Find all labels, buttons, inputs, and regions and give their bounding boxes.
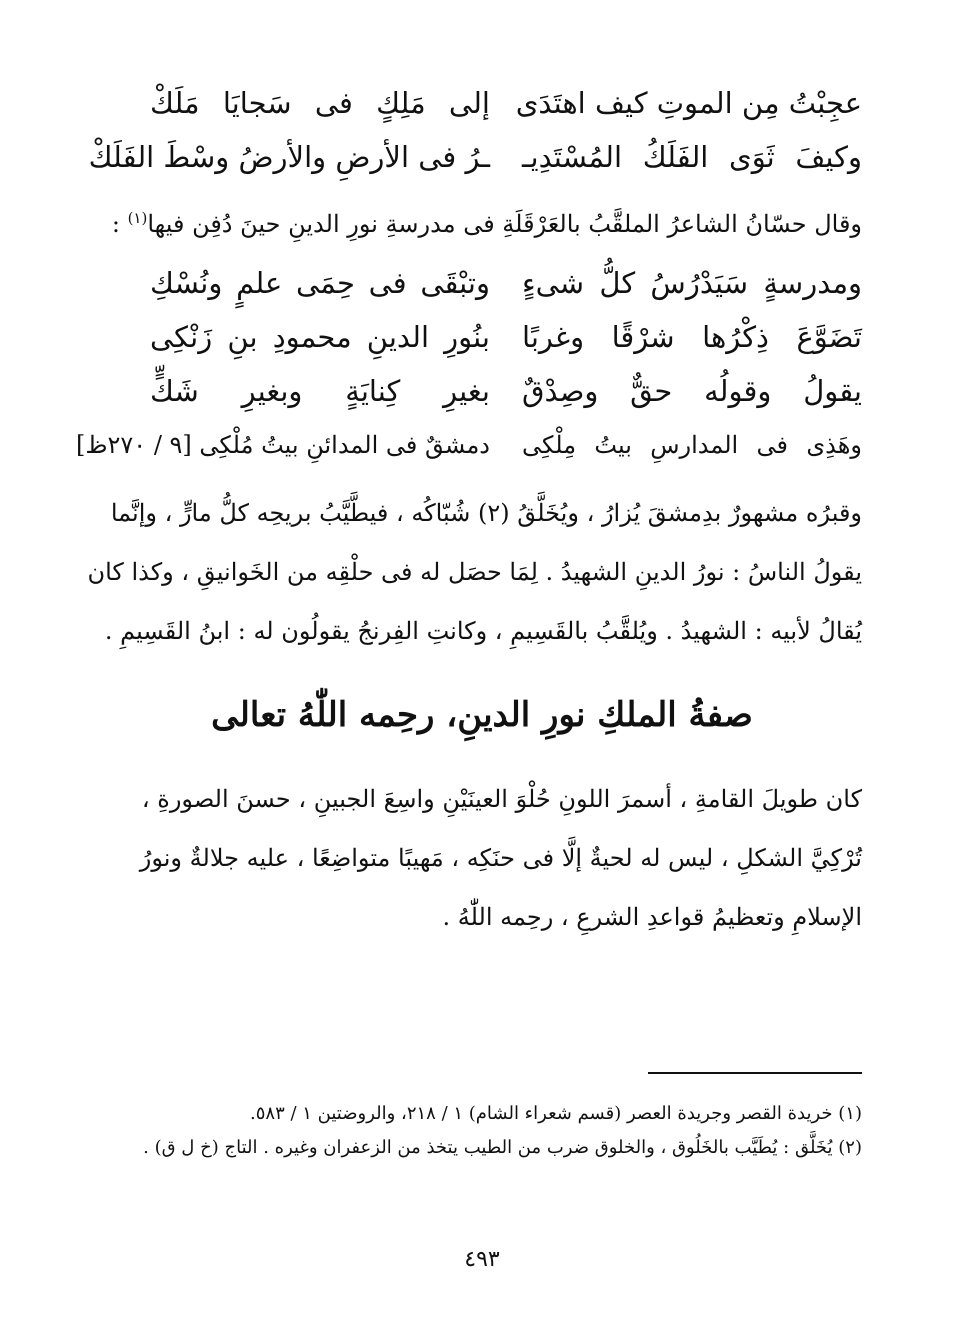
verse-first-hemistich: تَضَوَّعَ ذِكْرُها شرْقًا وغربًا bbox=[522, 320, 862, 354]
page-number: ٤٩٣ bbox=[464, 1247, 500, 1272]
verse-first-hemistich: وهَذِى فى المدارسِ بيتُ مِلْكِى bbox=[522, 431, 862, 459]
footnote-marker: (١) bbox=[127, 209, 148, 227]
verse-line bbox=[75, 420, 862, 470]
footnote: (٢) يُخَلَّق : يُطَيَّب بالخَلُوق ، والخلوق ضرب من الطيب يتخذ من الزعفران وغيره . التاج (خ ل ق) . bbox=[143, 1137, 862, 1158]
paragraph-line: كان طويلَ القامةِ ، أسمرَ اللونِ حُلْوَ العينَيْنِ واسِعَ الجبينِ ، حسنَ الصورةِ ، bbox=[141, 785, 862, 813]
intro-text: وقال حسّانُ الشاعرُ الملقَّبُ بالعَرْقَلَةِ فى مدرسةِ نورِ الدينِ حينَ دُفِن فيها bbox=[147, 210, 862, 238]
section-heading: صفةُ الملكِ نورِ الدينِ، رحِمه اللّٰهُ تعالى bbox=[211, 695, 753, 735]
paragraph bbox=[139, 770, 862, 947]
footnote-divider bbox=[648, 1072, 862, 1074]
intro-line bbox=[111, 193, 862, 249]
footnote: (١) خريدة القصر وجريدة العصر (قسم شعراء الشام) ١ / ٢١٨، والروضتين ١ / ٥٨٣. bbox=[250, 1103, 862, 1124]
verse-first-hemistich: يقولُ وقولُه حقٌّ وصِدْقٌ bbox=[522, 374, 862, 408]
verse-first-hemistich: عجِبْتُ مِن الموتِ كيف اهتَدَى bbox=[515, 86, 862, 120]
verse-second-hemistich: دمشقٌ فى المدائنِ بيتُ مُلْكِى [٩ / ٢٧٠ظ] bbox=[75, 431, 490, 459]
verse-first-hemistich: ومدرسةٍ سَيَدْرُسُ كلُّ شىءٍ bbox=[522, 266, 862, 300]
verse-second-hemistich: ـرُ فى الأرضِ والأرضُ وسْطَ الفَلَكْ bbox=[88, 140, 490, 174]
verse-line bbox=[150, 78, 862, 128]
verse-first-hemistich: وكيفَ ثَوَى الفَلَكُ المُسْتَدِيـ bbox=[522, 140, 862, 174]
verse-line bbox=[150, 258, 862, 308]
paragraph-line: وقبرُه مشهورٌ بدِمشقَ يُزارُ ، ويُخَلَّقُ (٢) شُبّاكُه ، فيطَّيَّبُ بريحِه كلُّ مارٍّ ، وإنَّما bbox=[110, 499, 862, 527]
verse-second-hemistich: بنُورِ الدينِ محمودِ بنِ زَنْكِى bbox=[150, 320, 490, 354]
verse-line bbox=[88, 132, 862, 182]
paragraph bbox=[87, 484, 862, 661]
paragraph-line: الإسلامِ وتعظيمُ قواعدِ الشرعِ ، رحِمه اللّٰهُ . bbox=[442, 903, 862, 931]
paragraph-line: تُرْكِيَّ الشكلِ ، ليس له لحيةٌ إلَّا فى حنَكِه ، مَهيبًا متواضِعًا ، عليه جلالةٌ ونورُ bbox=[139, 844, 862, 872]
verse-line bbox=[150, 366, 862, 416]
paragraph-line: يُقالُ لأبيه : الشهيدُ . ويُلقَّبُ بالقَسِيمِ ، وكانتِ الفِرنجُ يقولُون له : ابنُ القَسِيمِ . bbox=[104, 617, 862, 645]
verse-second-hemistich: إلى مَلِكٍ فى سَجايَا مَلَكْ bbox=[150, 86, 490, 120]
verse-line bbox=[150, 312, 862, 362]
verse-second-hemistich: وتبْقَى فى حِمَى علمٍ ونُسْكِ bbox=[150, 266, 490, 300]
paragraph-line: يقولُ الناسُ : نورُ الدينِ الشهيدُ . لِمَا حصَل له فى حلْقِه من الخَوانيقِ ، وكذا كان bbox=[87, 558, 862, 586]
intro-colon: : bbox=[111, 210, 128, 238]
verse-second-hemistich: بغيرِ كِنايَةٍ وبغيرِ شَكٍّ bbox=[150, 374, 490, 408]
